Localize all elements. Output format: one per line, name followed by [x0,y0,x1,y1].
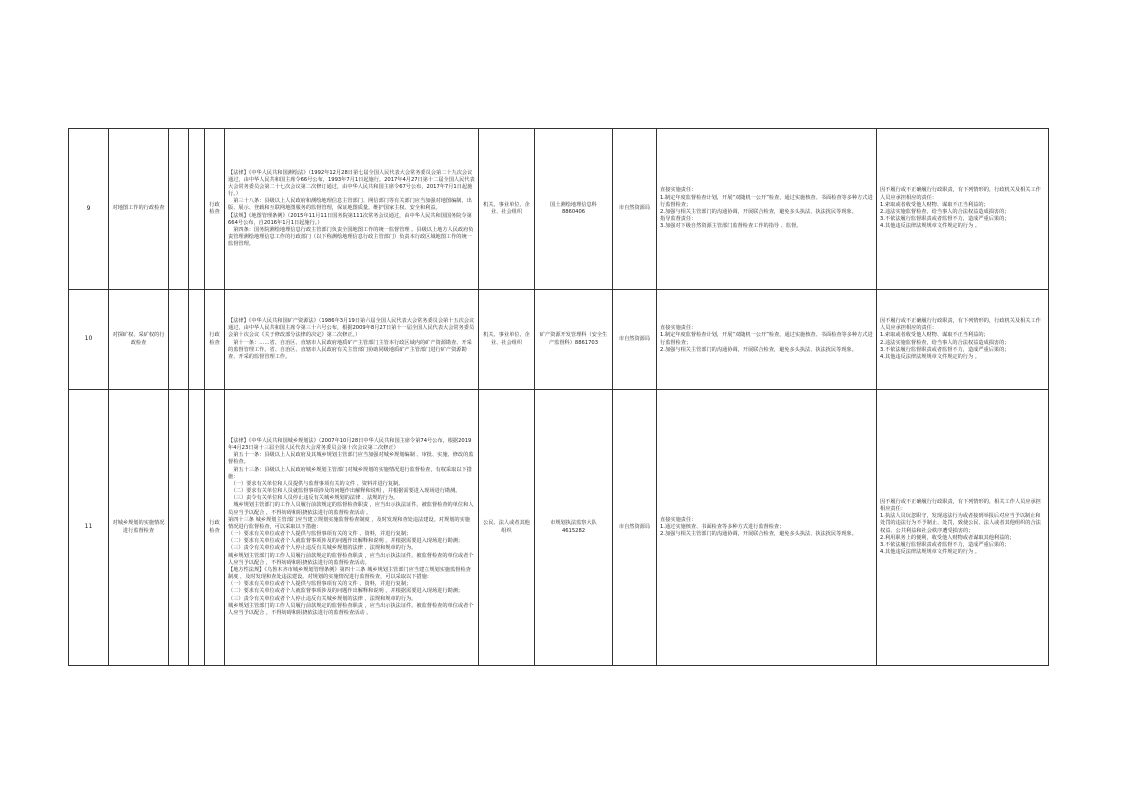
duty-cell-line: 直接实施责任： [660,516,697,523]
legal-basis-cell-line: 【法律】《中华人民共和国矿产资源法》（1986年3月19日第六届全国人民代表大会常务委员会第十五次会议通过，由中华人民共和国主席令第三十六号公布，根据2009年8月27日第十一届全国人民代表大会常务委员会第十次会议《关于修改部分法律的决定》第二次修正。） [228,317,475,339]
accountability-cell-line: 因不履行或不正确履行行政职责，有下列情形的，行政机关及相关工作人员应承担相应的责任： [880,187,1041,201]
department-cell: 市自然资源局 [613,390,657,666]
legal-basis-cell-line: （二）要求有关单位或者个人就监督事项涉及的问题作出解释和说明 ，并根据需要进入现场进行勘测； [228,538,464,545]
legal-basis-cell-line: （三）责令有关单位和人员停止违反有关城乡规划的法律 、法规的行为。 [228,495,399,502]
accountability-cell-line: 1.索取或者收受他人财物、谋取不正当利益的； [880,201,989,208]
legal-basis-cell-line: （三）责令有关单位或者个人停止违反有关城乡规划的法律 、法规和规章的行为。 [228,595,417,602]
accountability-cell-line: 2.违法实施监督检查，给当事人的合法权益造成损害的； [880,339,1010,346]
accountability-cell-line: 1.索取或者收受他人财物、谋取不正当利益的； [880,332,989,339]
table-row [69,129,1049,290]
legal-basis-cell-line: 第五十三条：县级以上人民政府城乡规划主管部门对城乡规划的实施情况进行监督检查，有权采取以下措施： [228,466,472,480]
legal-basis-cell-line: 第四条：国务院测绘地理信息行政主管部门负责全国地图工作的统一监督管理 。县级以上地方人民政府负责管理测绘地理信息工作的行政部门（以下称测绘地理信息行政主管部门）负责本行政区域地图工作的统一监督管理。 [228,226,474,248]
legal-basis-cell-line: （一）要求有关单位或者个人提供与监督事项有关的文件 、资料，并进行复制； [228,581,412,588]
table-body [69,129,1049,666]
department-cell: 市自然资源局 [613,129,657,290]
responsible-unit-cell: 市规划执法监察大队 4615282 [535,390,613,666]
legal-basis-cell-line: 【地方性法规】《乌鲁木齐市城乡规划管理条例》第四十三条 城乡规划主管部门应当建立规划实施监督检查制度 ，及时发现和查处违法建设。对规划的实施情况进行监督检查，可以采取以下措施： [228,566,471,581]
duty-cell-line: 1.制定年度监督检查计划，开展“双随机一公开”检查，通过实施核查、书面检查等多种方式进行监督检查； [660,194,873,208]
item-name-cell: 对地图工作的行政检查 [109,129,169,290]
item-type-cell: 行政检查 [205,129,225,290]
legal-basis-cell-line: 第四十三条 城乡规划主管部门应当建立规划实施监督检查制度 ，及时发现和查处违法建设。对规划的实施情况进行监督检查，可以采取以下措施： [228,516,470,530]
item-number-cell: 10 [69,290,109,390]
legal-basis-cell-line: 城乡规划主管部门的工作人员履行前款规定的监督检查职责 ，应当出示执法证件。被监督检查的单位或者个人应当予以配合 ，不得妨碍和阻挠依法进行的监督检查活动。 [228,552,474,566]
table-row [69,390,1049,666]
responsibility-table [68,128,1049,666]
duty-cell-line: 直接实施责任： [660,187,697,194]
blank-cell [189,390,205,666]
legal-basis-cell [225,129,479,290]
duty-cell-line: 1.通过实施核查、书面检查等多种方式进行监督检查； [660,523,785,530]
item-number-cell: 9 [69,129,109,290]
duty-cell [657,129,877,290]
legal-basis-cell-line: 第三十八条：县级以上人民政府和测绘地理信息主管部门、网信部门等有关部门应当加强对地图编制、出版、展示、登载和互联网地图服务的监督管理，保证地图质量，维护国家主权、安全和利益。 [228,198,472,212]
blank-cell [169,390,189,666]
blank-cell [169,129,189,290]
legal-basis-cell-line: （二）要求有关单位或者个人就监督事项涉及的问题作出解释和说明 ，并根据需要进入现场进行勘测； [228,588,464,595]
accountability-cell-line: 2.违法实施监督检查，给当事人的合法权益造成损害的； [880,209,1010,215]
duty-cell-line: 1.制定年度监督检查计划，开展“双随机一公开”检查，通过实施核查、书面检查等多种方式进行监督检查； [660,332,873,346]
legal-basis-cell-line: 第五十一条：县级以上人民政府及其城乡规划主管部门应当加强对城乡规划编制 、审批、实施、修改的监督检查。 [228,452,474,466]
accountability-cell-line: 4.其他违反法律法规规章文件规定的行为 。 [880,353,980,360]
legal-basis-cell-line: 【法规】《地图管理条例》（2015年11月11日国务院第111次常务会议通过，由中华人民共和国国务院令第664号公布，自2016年1月1日起施行。） [228,212,472,226]
item-type-cell: 行政检查 [205,390,225,666]
legal-basis-cell [225,290,479,390]
accountability-cell-line: 3.不依法履行监督职责或者监督不力，造成严重后果的； [880,541,1010,548]
legal-basis-cell-line: 城乡规划主管部门的工作人员履行前款规定的监督检查职责 ，应当出示执法证件。被监督检查的单位和人员应当予以配合 ，不得妨碍和阻挠依法进行的监督检查活动 。 [228,502,474,516]
blank-cell [189,290,205,390]
accountability-cell [877,290,1049,390]
duty-cell-line: 2.加强与相关主管部门的沟通协调，开展联合检查，避免多头执法、执法扰民等现象。 [660,209,857,215]
legal-basis-cell [225,390,479,666]
blank-cell [169,290,189,390]
item-number-cell: 11 [69,390,109,666]
accountability-cell-line: 因不履行或不正确履行行政职责，有下列情形的，行政机关及相关工作人员应承担相应的责任： [880,317,1041,332]
legal-basis-cell-line: 【法律】《中华人民共和国测绘法》（1992年12月28日第七届全国人民代表大会常务委员会第二十九次会议通过，由中华人民共和国主席令66号公布，1993年7月1日起施行。2017年4月27日第十二届全国人民代表大会常务委员会第二十七次会议第二次修订通过，由中华人民共和国主席令67号公布，2017年7月1日起施行。） [228,169,475,198]
accountability-cell-line: 3.不依法履行监督职责或者监督不力，造成严重后果的； [880,216,1010,223]
blank-cell [189,129,205,290]
department-cell: 市自然资源局 [613,290,657,390]
duty-cell-line: 指导监督责任： [660,216,697,223]
accountability-cell-line: 4.其他违反法律法规规章文件规定的行为 。 [880,549,980,556]
duty-cell [657,390,877,666]
accountability-cell-line: 因不履行或不正确履行行政职责，有下列情形的，相关工作人员应承担相应责任： [880,498,1041,512]
legal-basis-cell-line: （二）要求有关单位和人员就监督事项涉及的问题作出解释和说明 ，并根据需要进入现场进行勘测。 [228,488,461,495]
target-object-cell: 公民、法人或者其他组织 [479,390,535,666]
accountability-cell [877,390,1049,666]
duty-cell-line: 2.加强与相关主管部门的沟通协调，开展联合检查，避免多头执法、执法扰民等现象。 [660,346,857,353]
item-type-cell: 行政检查 [205,290,225,390]
target-object-cell: 机关、事业单位、企业、社会组织 [479,290,535,390]
legal-basis-cell-line: 城乡规划主管部门的工作人员履行前款规定的监督检查职责 ，应当出示执法证件。被监督检查的单位或者个人应当予以配合 ，不得妨碍和阻挠依法进行的监督检查活动 。 [228,602,474,616]
accountability-cell-line: 2.利用职务上的便利，收受他人财物或者谋取其他利益的； [880,534,1015,541]
legal-basis-cell-line: （一）要求有关单位和人员提供与监督事项有关的文件 、资料并进行复制。 [228,480,404,487]
item-name-cell: 对城乡规划的实施情况进行监督检查 [109,390,169,666]
item-name-cell: 对探矿权、采矿权的行政检查 [109,290,169,390]
accountability-cell [877,129,1049,290]
responsible-unit-cell: 矿产资源开发管理科（安全生产监督科）8861703 [535,290,613,390]
duty-cell-line: 直接实施责任： [660,325,697,332]
table-row [69,290,1049,390]
accountability-cell-line: 3.不依法履行监督职责或者监督不力，造成严重后果的； [880,346,1010,353]
legal-basis-cell-line: （一）要求有关单位或者个人提供与监督事项有关的文件 、资料，并进行复制； [228,531,412,538]
duty-cell-line: 3.加强对下级自然资源主管部门监督检查工作的指导 、监督。 [660,223,802,230]
duty-cell-line: 2.加强与相关主管部门的沟通协调，开展联合检查，避免多头执法、执法扰民等现象。 [660,531,857,538]
legal-basis-cell-line: 【法律】《中华人民共和国城乡规划法》（2007年10月28日中华人民共和国主席令第74号公布，根据2019年4月23日第十三届全国人民代表大会常务委员会第十次会议第二次修正） [228,437,472,452]
accountability-cell-line: 1.执法人员玩忽职守，发现违法行为或者接到举报后对应当予以制止和处罚的违法行为不予制止、处罚，致使公民、法人或者其他组织的合法权益、公共利益和社会秩序遭受损害的； [880,513,1041,534]
legal-basis-cell-line: （三）责令有关单位或者个人停止违反有关城乡规划的法律 、法规和规章的行为。 [228,545,417,552]
duty-cell [657,290,877,390]
responsible-unit-cell: 国土测绘地理信息科 8860406 [535,129,613,290]
accountability-cell-line: 4.其他违反法律法规规章文件规定的行为 。 [880,223,980,230]
target-object-cell: 机关、事业单位、企业、社会组织 [479,129,535,290]
legal-basis-cell-line: 第十一条：……省、自治区、直辖市人民政府地质矿产主管部门主管本行政区域内的矿产资源勘查、开采的监督管理工作。省、自治区、直辖市人民政府有关主管部门协助同级地质矿产主管部门进行矿产资源勘查、开采的监督管理工作。 [228,339,472,360]
